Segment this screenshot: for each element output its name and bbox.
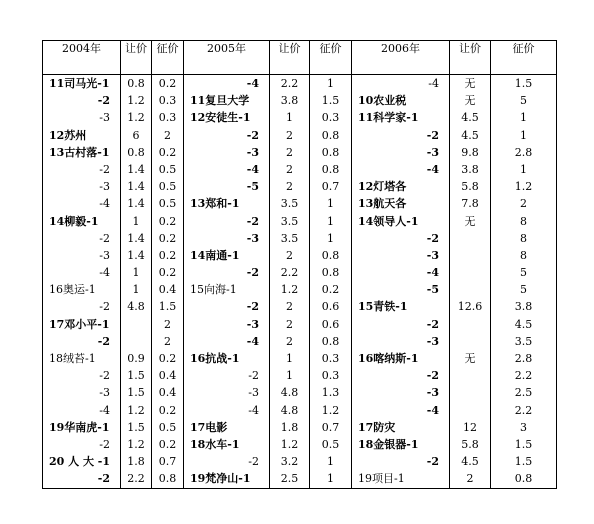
r2006-line-23: 2 — [466, 472, 474, 486]
z2005-line-9: 1 — [327, 231, 334, 245]
r2004-line-19: 1.2 — [127, 403, 145, 417]
z2005-line-23: 1 — [327, 472, 334, 486]
z2005-line-14: 0.6 — [321, 317, 340, 331]
c2006-line-5: -4 — [426, 162, 439, 176]
r2006-line-19 — [450, 402, 490, 419]
header-zhengjia-2004 — [152, 41, 184, 75]
r2006-line-18 — [450, 384, 490, 401]
c2004-line-21: -2 — [99, 437, 110, 451]
r2005-line-6: 2 — [286, 180, 293, 194]
r2004-line-5: 1.4 — [127, 162, 145, 176]
z2004-line-8: 0.2 — [158, 214, 177, 228]
z2006-line-10: 8 — [520, 248, 527, 262]
r2005-line-18: 4.8 — [280, 386, 299, 400]
z2005-line-12: 0.2 — [321, 283, 340, 297]
r2005-line-1: 3.8 — [280, 94, 299, 108]
r2004-line-23: 2.2 — [127, 472, 145, 486]
r2005-line-12: 1.2 — [280, 283, 299, 297]
c2005-line-12: 15向海-1 — [190, 283, 237, 297]
header-zhengjia-text: 征价 — [156, 42, 179, 55]
col-2006-zhengjia — [491, 75, 557, 489]
z2005-line-3: 0.8 — [321, 128, 340, 142]
c2005-line-17: -2 — [248, 369, 259, 383]
c2005-line-22: -2 — [248, 455, 259, 469]
col-2005-items — [184, 75, 270, 489]
header-2006: 2006年 — [352, 41, 450, 75]
r2005-line-11: 2.2 — [280, 266, 299, 280]
z2006-line-1: 5 — [520, 94, 527, 108]
c2006-line-18: -3 — [426, 386, 439, 400]
r2004-line-3: 6 — [132, 128, 140, 142]
c2006-line-20: 17防灾 — [358, 420, 396, 434]
z2004-line-21: 0.2 — [158, 437, 177, 451]
c2005-line-9: -3 — [246, 231, 259, 245]
r2005-line-0: 2.2 — [280, 77, 299, 90]
r2004-line-8: 1 — [132, 214, 140, 228]
c2005-line-2: 12安徒生-1 — [190, 111, 251, 125]
r2006-line-22: 4.5 — [461, 455, 479, 469]
z2005-line-6: 0.7 — [321, 180, 340, 194]
header-rangjia-text: 让价 — [125, 42, 147, 55]
r2005-line-20: 1.8 — [280, 420, 299, 434]
c2004-line-6: -3 — [99, 180, 110, 194]
c2005-line-11: -2 — [246, 266, 259, 280]
c2005-line-19: -4 — [248, 403, 259, 417]
r2006-line-6: 5.8 — [461, 180, 479, 194]
c2004-line-3: 12苏州 — [49, 128, 87, 142]
z2006-line-14: 4.5 — [514, 317, 533, 331]
r2006-line-16: 无 — [464, 352, 476, 365]
c2006-line-14: -2 — [426, 317, 439, 331]
r2005-line-19: 4.8 — [280, 403, 299, 417]
r2004-line-14 — [121, 316, 151, 333]
z2005-line-16: 0.3 — [321, 352, 340, 365]
r2005-line-8: 3.5 — [280, 214, 299, 228]
c2004-line-20: 19华南虎-1 — [49, 420, 110, 434]
price-table — [42, 40, 557, 489]
r2005-line-14: 2 — [286, 317, 293, 331]
header-zhengjia-2005: 征价 — [310, 41, 352, 75]
z2004-line-23: 0.8 — [158, 472, 177, 486]
c2006-line-12: -5 — [426, 283, 439, 297]
c2005-line-1: 11复旦大学 — [190, 94, 250, 108]
z2005-line-13: 0.6 — [321, 300, 340, 314]
z2005-line-17: 0.3 — [321, 369, 340, 383]
c2006-line-23: 19项目-1 — [358, 472, 405, 486]
c2004-line-1: -2 — [97, 94, 110, 108]
z2006-line-15: 3.5 — [514, 334, 533, 348]
z2005-line-22: 1 — [327, 455, 334, 469]
r2004-line-17: 1.5 — [127, 369, 145, 383]
c2005-line-4: -3 — [246, 145, 259, 159]
r2006-line-10 — [450, 247, 490, 264]
z2004-line-11: 0.2 — [158, 266, 177, 280]
r2006-line-13: 12.6 — [457, 300, 483, 314]
z2006-line-5: 1 — [520, 162, 527, 176]
z2006-line-19: 2.2 — [514, 403, 533, 417]
col-2006-items — [352, 75, 450, 489]
r2004-line-20: 1.5 — [127, 420, 145, 434]
z2004-line-2: 0.3 — [158, 111, 177, 125]
z2005-line-0: 1 — [327, 77, 334, 90]
z2005-line-10: 0.8 — [321, 248, 340, 262]
c2006-line-4: -3 — [426, 145, 439, 159]
z2005-line-1: 1.5 — [321, 94, 340, 108]
header-zhengjia-2006: 征价 — [491, 41, 557, 75]
c2004-line-8: 14柳毅-1 — [49, 214, 99, 228]
col-2005-rangjia — [270, 75, 310, 489]
r2006-line-8: 无 — [464, 214, 476, 228]
c2005-line-15: -4 — [246, 334, 259, 348]
r2006-line-3: 4.5 — [461, 128, 479, 142]
z2005-line-21: 0.5 — [321, 437, 340, 451]
c2005-line-5: -4 — [246, 162, 259, 176]
c2006-line-0: -4 — [428, 77, 439, 90]
r2004-line-6: 1.4 — [127, 180, 145, 194]
r2004-line-11: 1 — [132, 266, 140, 280]
header-row — [43, 41, 557, 75]
c2005-line-7: 13郑和-1 — [190, 197, 240, 211]
z2006-line-22: 1.5 — [514, 455, 533, 469]
c2004-line-14: 17邓小平-1 — [49, 317, 110, 331]
r2004-line-12: 1 — [132, 283, 140, 297]
c2005-line-16: 16抗战-1 — [190, 352, 240, 365]
z2005-line-7: 1 — [327, 197, 334, 211]
r2006-line-14 — [450, 316, 490, 333]
z2006-line-6: 1.2 — [514, 180, 533, 194]
c2005-line-18: -3 — [248, 386, 259, 400]
header-rangjia-2004 — [121, 41, 152, 75]
r2006-line-12 — [450, 281, 490, 298]
r2004-line-10: 1.4 — [127, 248, 145, 262]
r2005-line-21: 1.2 — [280, 437, 299, 451]
header-rangjia-2006: 让价 — [450, 41, 491, 75]
col-2006-rangjia — [450, 75, 491, 489]
c2004-line-12: 16奥运-1 — [49, 283, 96, 297]
z2004-line-19: 0.2 — [158, 403, 177, 417]
c2006-line-13: 15青铁-1 — [358, 300, 408, 314]
header-2004: 2004年 — [43, 41, 121, 75]
r2006-line-17 — [450, 367, 490, 384]
z2005-line-18: 1.3 — [321, 386, 340, 400]
c2004-line-17: -2 — [99, 369, 110, 383]
z2004-line-12: 0.4 — [158, 283, 177, 297]
z2004-line-22: 0.7 — [158, 455, 177, 469]
r2005-line-22: 3.2 — [280, 455, 299, 469]
c2004-line-18: -3 — [99, 386, 110, 400]
z2006-line-4: 2.8 — [514, 145, 533, 159]
z2006-line-20: 3 — [520, 420, 527, 434]
z2004-line-7: 0.5 — [158, 197, 177, 211]
r2006-line-15 — [450, 333, 490, 350]
z2004-line-13: 1.5 — [158, 300, 177, 314]
z2004-line-9: 0.2 — [158, 231, 177, 245]
r2005-line-9: 3.5 — [280, 231, 299, 245]
c2005-line-8: -2 — [246, 214, 259, 228]
r2006-line-5: 3.8 — [461, 162, 479, 176]
z2006-line-8: 8 — [520, 214, 527, 228]
c2006-line-3: -2 — [426, 128, 439, 142]
c2006-line-11: -4 — [426, 266, 439, 280]
z2004-line-18: 0.4 — [158, 386, 177, 400]
c2006-line-10: -3 — [426, 248, 439, 262]
c2004-line-16: 18绒苔-1 — [49, 352, 96, 365]
c2005-line-14: -3 — [246, 317, 259, 331]
c2006-line-15: -3 — [426, 334, 439, 348]
z2004-line-17: 0.4 — [158, 369, 177, 383]
c2004-line-5: -2 — [99, 162, 110, 176]
r2005-line-15: 2 — [286, 334, 293, 348]
r2006-line-20: 12 — [463, 420, 477, 434]
r2006-line-9 — [450, 230, 490, 247]
z2005-line-8: 1 — [327, 214, 334, 228]
r2004-line-13: 4.8 — [127, 300, 145, 314]
r2004-line-9: 1.4 — [127, 231, 145, 245]
c2004-line-9: -2 — [99, 231, 110, 245]
col-2004-zhengjia — [152, 75, 184, 489]
c2004-line-10: -3 — [99, 248, 110, 262]
c2004-line-22: 20 人 大 -1 — [49, 455, 111, 469]
r2004-line-1: 1.2 — [127, 94, 145, 108]
c2005-line-21: 18水车-1 — [190, 437, 240, 451]
r2005-line-7: 3.5 — [280, 197, 299, 211]
r2005-line-3: 2 — [286, 128, 293, 142]
header-rangjia-2005: 让价 — [270, 41, 310, 75]
c2006-line-2: 11科学家-1 — [358, 111, 419, 125]
r2006-line-4: 9.8 — [461, 145, 479, 159]
z2006-line-13: 3.8 — [514, 300, 533, 314]
r2005-line-4: 2 — [286, 145, 293, 159]
c2004-line-4: 13古村落-1 — [49, 145, 110, 159]
col-2005-zhengjia — [310, 75, 352, 489]
c2006-line-16: 16喀纳斯-1 — [358, 352, 419, 365]
c2004-line-7: -4 — [99, 197, 110, 211]
z2004-line-14: 2 — [164, 317, 171, 331]
c2004-line-19: -4 — [99, 403, 110, 417]
r2006-line-21: 5.8 — [461, 437, 479, 451]
z2006-line-7: 2 — [520, 197, 527, 211]
c2004-line-13: -2 — [99, 300, 110, 314]
c2006-line-8: 14领导人-1 — [358, 214, 419, 228]
z2006-line-9: 8 — [520, 231, 527, 245]
c2005-line-3: -2 — [246, 128, 259, 142]
r2004-line-21: 1.2 — [127, 437, 145, 451]
c2004-line-23: -2 — [97, 472, 110, 486]
z2004-line-20: 0.5 — [158, 420, 177, 434]
z2004-line-10: 0.2 — [158, 248, 177, 262]
r2005-line-23: 2.5 — [280, 472, 299, 486]
z2006-line-3: 1 — [520, 128, 527, 142]
z2005-line-5: 0.8 — [321, 162, 340, 176]
z2004-line-5: 0.5 — [158, 162, 177, 176]
z2006-line-0: 1.5 — [514, 77, 533, 90]
r2004-line-7: 1.4 — [127, 197, 145, 211]
c2005-line-10: 14南通-1 — [190, 248, 240, 262]
r2006-line-1: 无 — [464, 94, 476, 108]
z2006-line-18: 2.5 — [514, 386, 533, 400]
c2005-line-0: -4 — [246, 77, 259, 90]
r2004-line-4: 0.8 — [127, 145, 145, 159]
r2006-line-11 — [450, 264, 490, 281]
c2004-line-11: -4 — [99, 266, 110, 280]
c2005-line-6: -5 — [246, 180, 259, 194]
col-2004-items — [43, 75, 121, 489]
z2004-line-15: 2 — [164, 334, 171, 348]
z2006-line-12: 5 — [520, 283, 527, 297]
r2006-line-0: 无 — [464, 77, 476, 90]
c2006-line-22: -2 — [426, 455, 439, 469]
c2006-line-7: 13航天各 — [358, 197, 407, 211]
r2004-line-16: 0.9 — [127, 352, 145, 365]
r2005-line-10: 2 — [286, 248, 293, 262]
c2005-line-13: -2 — [246, 300, 259, 314]
z2004-line-0: 0.2 — [158, 77, 177, 90]
c2005-line-20: 17电影 — [190, 420, 228, 434]
r2005-line-2: 1 — [286, 111, 293, 125]
z2005-line-15: 0.8 — [321, 334, 340, 348]
z2004-line-16: 0.2 — [158, 352, 177, 365]
col-2004-rangjia — [121, 75, 152, 489]
c2006-line-1: 10农业税 — [358, 94, 407, 108]
c2006-line-21: 18金银器-1 — [358, 437, 419, 451]
z2006-line-2: 1 — [520, 111, 527, 125]
r2006-line-7: 7.8 — [461, 197, 479, 211]
z2005-line-20: 0.7 — [321, 420, 340, 434]
c2004-line-2: -3 — [99, 111, 110, 125]
c2006-line-19: -4 — [426, 403, 439, 417]
body-row — [43, 75, 557, 489]
r2004-line-22: 1.8 — [127, 455, 145, 469]
c2006-line-17: -2 — [426, 369, 439, 383]
z2006-line-23: 0.8 — [514, 472, 533, 486]
z2004-line-6: 0.5 — [158, 180, 177, 194]
r2006-line-2: 4.5 — [461, 111, 479, 125]
z2005-line-4: 0.8 — [321, 145, 340, 159]
z2004-line-1: 0.3 — [158, 94, 177, 108]
z2006-line-16: 2.8 — [514, 352, 533, 365]
c2004-line-15: -2 — [97, 334, 110, 348]
c2006-line-9: -2 — [426, 231, 439, 245]
c2006-line-6: 12灯塔各 — [358, 180, 407, 194]
z2005-line-2: 0.3 — [321, 111, 340, 125]
r2004-line-0: 0.8 — [127, 77, 145, 90]
r2005-line-17: 1 — [286, 369, 293, 383]
c2005-line-23: 19梵净山-1 — [190, 472, 251, 486]
r2004-line-15 — [121, 333, 151, 350]
z2005-line-19: 1.2 — [321, 403, 340, 417]
z2005-line-11: 0.8 — [321, 266, 340, 280]
z2006-line-11: 5 — [520, 266, 527, 280]
r2004-line-2: 1.2 — [127, 111, 145, 125]
r2005-line-5: 2 — [286, 162, 293, 176]
c2004-line-0: 11司马光-1 — [49, 77, 110, 90]
z2006-line-17: 2.2 — [514, 369, 533, 383]
r2005-line-16: 1 — [286, 352, 293, 365]
z2004-line-4: 0.2 — [158, 145, 177, 159]
r2005-line-13: 2 — [286, 300, 293, 314]
r2004-line-18: 1.5 — [127, 386, 145, 400]
z2004-line-3: 2 — [164, 128, 171, 142]
z2006-line-21: 1.5 — [514, 437, 533, 451]
header-2005: 2005年 — [184, 41, 270, 75]
